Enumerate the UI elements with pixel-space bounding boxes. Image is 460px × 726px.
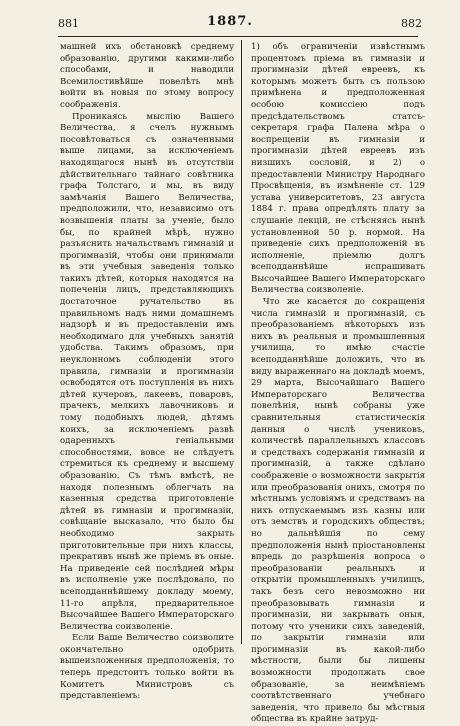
paragraph: Проникаясь мыслію Вашего Величества, я счелъ нужнымъ посовѣтоваться съ означенными выше лицами, за исключеніемъ находящагося нынѣ въ отсутствіи дѣйствительнаго тайнаго совѣтника графа Толстаго, и мы, въ виду замѣчанія Вашего Величества, предположили, что, независимо отъ возвышенія платы за ученіе, было бы, по крайней мѣрѣ, нужно разъяснить начальствамъ гимназій и прогимназій, чтобы они принимали въ эти учебныя заведенія только такихъ дѣтей, которыя находятся на попеченіи лицъ, представляющихъ достаточное ручательство въ правильномъ надъ ними домашнемъ надзорѣ и въ предоставленіи имъ необходимаго для учебныхъ занятій удобства. Такимъ образомъ, при неуклонномъ соблюденіи этого правила, гимназіи и прогимназіи освободятся отъ поступленія въ нихъ дѣтей кучеровъ, лакеевъ, поваровъ, прачекъ, мелкихъ лавочниковъ и тому подобныхъ людей, дѣтямъ коихъ, за исключеніемъ развѣ одаренныхъ геніальными способностями, вовсе не слѣдуетъ стремиться къ среднему и высшему образованію. Съ тѣмъ вмѣстѣ, не находя полезнымъ облегчать на казенныя средства приготовленіе дѣтей въ гимназіи и прогимназіи, совѣщаніе высказало, что было бы необходимо закрыть приготовительные при нихъ классы, прекративъ нынѣ же пріемъ въ оные. На приведеніе сей послѣдней мѣры въ исполненіе уже послѣдовало, по всеподданнѣйшему докладу моему, 11-го апрѣля, предварительное Высочайшее Вашего Императорскаго Величества соизволеніе. [60,111,234,632]
page-number-left: 881 [58,17,79,30]
page-number-right: 882 [401,17,422,30]
right-column [251,42,425,726]
paragraph: Если Ваше Величество соизволите окончательно одобрить вышеизложенныя предположенія, то теперь предстоитъ только войти въ Комитетъ Министровъ съ представленіемъ: [60,633,234,702]
column-divider [241,40,242,644]
paragraph: Что же касается до сокращенія числа гимназій и прогимназій, съ преобразованіемъ нѣкоторыхъ изъ нихъ въ реальныя и промышленныя училища, то имѣю счастіе всеподданнѣйше доложить, что въ виду выраженнаго на докладѣ моемъ, 29 марта, Высочайшаго Вашего Императорскаго Величества повелѣнія, нынѣ собраны уже сравнительныя статистическія данныя о числѣ учениковъ, количествѣ параллельныхъ классовъ и средствахъ содержанія гимназій и прогимназій, а также сдѣлано соображеніе о возможности закрытія или преобразованія онихъ, смотря по мѣстнымъ условіямъ и средствамъ на нихъ отпускаемымъ изъ казны или отъ земствъ и городскихъ обществъ; но дальнѣйшія по сему предположенія нынѣ пріостановлены впредь до разрѣшенія вопроса о преобразованіи реальныхъ и открытіи промышленныхъ училищъ, такъ безъ сего невозможно ни преобразовывать гимназіи и прогимназіи, ни закрывать оныя, потому что ученики сихъ заведеній, по закрытіи гимназіи или прогимназіи въ какой-либо мѣстности, были бы лишены возможности продолжать свое образованіе, за неимѣніемъ соотвѣтственнаго учебнаго заведенія, что привело бы мѣстныя общества въ крайне затруд- [251,297,425,725]
paragraph: 1) объ ограниченіи извѣстнымъ процентомъ пріема въ гимназіи и прогимназіи дѣтей евреевъ, къ которымъ можетъ быть съ пользою примѣнена и предположенная особою комиссіею подъ предсѣдательствомъ статсъ-секретаря графа Палена мѣра о воспрещеніи въ гимназіи и прогимназіи дѣтей евреевъ изъ низшихъ сословій, и 2) о предоставленіи Министру Народнаго Просвѣщенія, въ измѣненіе ст. 129 устава университетовъ, 23 августа 1884 г. права опредѣлять плату за слушаніе лекцій, не стѣсняясь нынѣ установленной 50 р. нормой. На приведеніе сихъ предположеній въ исполненіе, пріемлю долгъ всеподданнѣйше испрашивать Высочайшее Вашего Императорскаго Величества соизволеніе. [251,42,425,296]
paragraph: машней ихъ обстановкѣ среднему образованію, другими какими-либо способами, и наводили Всемилостивѣйше повелѣть мнѣ войти въ новыя по этому вопросу соображенія. [60,42,234,110]
left-column [60,42,234,703]
header-rule [58,36,418,37]
running-header-year: 1887. [207,14,253,29]
